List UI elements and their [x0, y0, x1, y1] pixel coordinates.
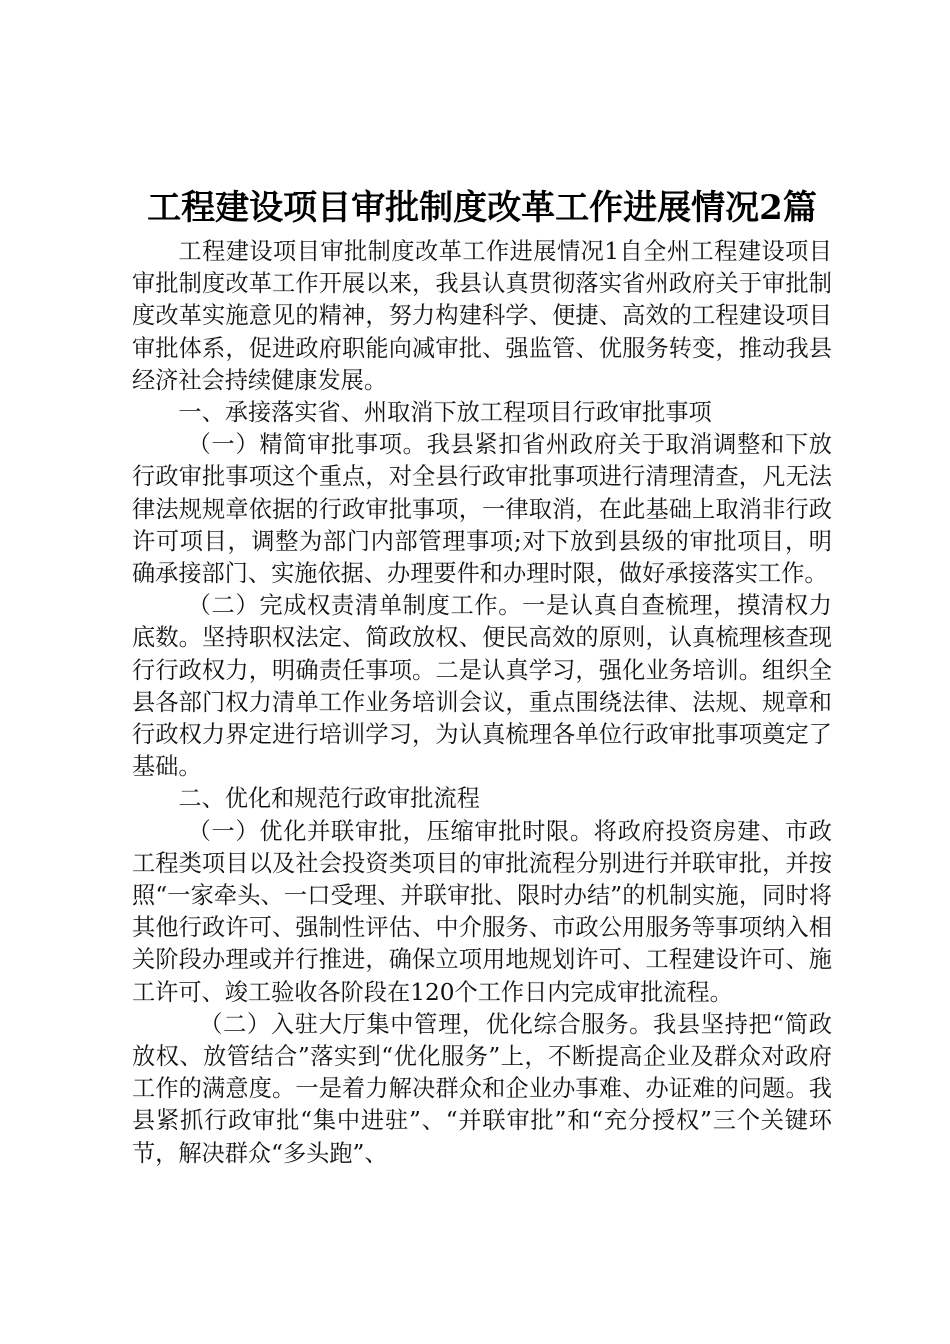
document-page: [132, 180, 832, 1170]
paragraph-1-1: （一）精简审批事项。我县紧扣省州政府关于取消调整和下放行政审批事项这个重点，对全县行政审批事项进行清理清查，凡无法律法规规章依据的行政审批事项，一律取消，在此基础上取消非行政许可项目，调整为部门内部管理事项;对下放到县级的审批项目，明确承接部门、实施依据、办理要件和办理时限，做好承接落实工作。: [132, 431, 832, 588]
paragraph-intro: 工程建设项目审批制度改革工作进展情况1自全州工程建设项目审批制度改革工作开展以来，我县认真贯彻落实省州政府关于审批制度改革实施意见的精神，努力构建科学、便捷、高效的工程建设项目审批体系，促进政府职能向减审批、强监管、优服务转变，推动我县经济社会持续健康发展。: [132, 238, 832, 394]
section-heading-1: 一、承接落实省、州取消下放工程项目行政审批事项: [178, 399, 712, 427]
paragraph-1-2: （二）完成权责清单制度工作。一是认真自查梳理，摸清权力底数。坚持职权法定、简政放权、便民高效的原则，认真梳理核查现行行政权力，明确责任事项。二是认真学习，强化业务培训。组织全县各部门权力清单工作业务培训会议，重点围绕法律、法规、规章和行政权力界定进行培训学习，为认真梳理各单位行政审批事项奠定了基础。: [132, 592, 832, 781]
document-title: 工程建设项目审批制度改革工作进展情况2篇: [147, 188, 817, 228]
section-heading-2: 二、优化和规范行政审批流程: [178, 785, 480, 813]
paragraph-2-2: （二）入驻大厅集中管理，优化综合服务。我县坚持把“简政放权、放管结合”落实到“优化服务”上，不断提高企业及群众对政府工作的满意度。一是着力解决群众和企业办事难、办证难的问题。我县紧抓行政审批“集中进驻”、“并联审批”和“充分授权”三个关键环节，解决群众“多头跑”、: [132, 1010, 832, 1167]
paragraph-2-1: （一）优化并联审批，压缩审批时限。将政府投资房建、市政工程类项目以及社会投资类项目的审批流程分别进行并联审批，并按照“一家牵头、一口受理、并联审批、限时办结”的机制实施，同时将其他行政许可、强制性评估、中介服务、市政公用服务等事项纳入相关阶段办理或并行推进，确保立项用地规划许可、工程建设许可、施工许可、竣工验收各阶段在120个工作日内完成审批流程。: [132, 817, 832, 1006]
